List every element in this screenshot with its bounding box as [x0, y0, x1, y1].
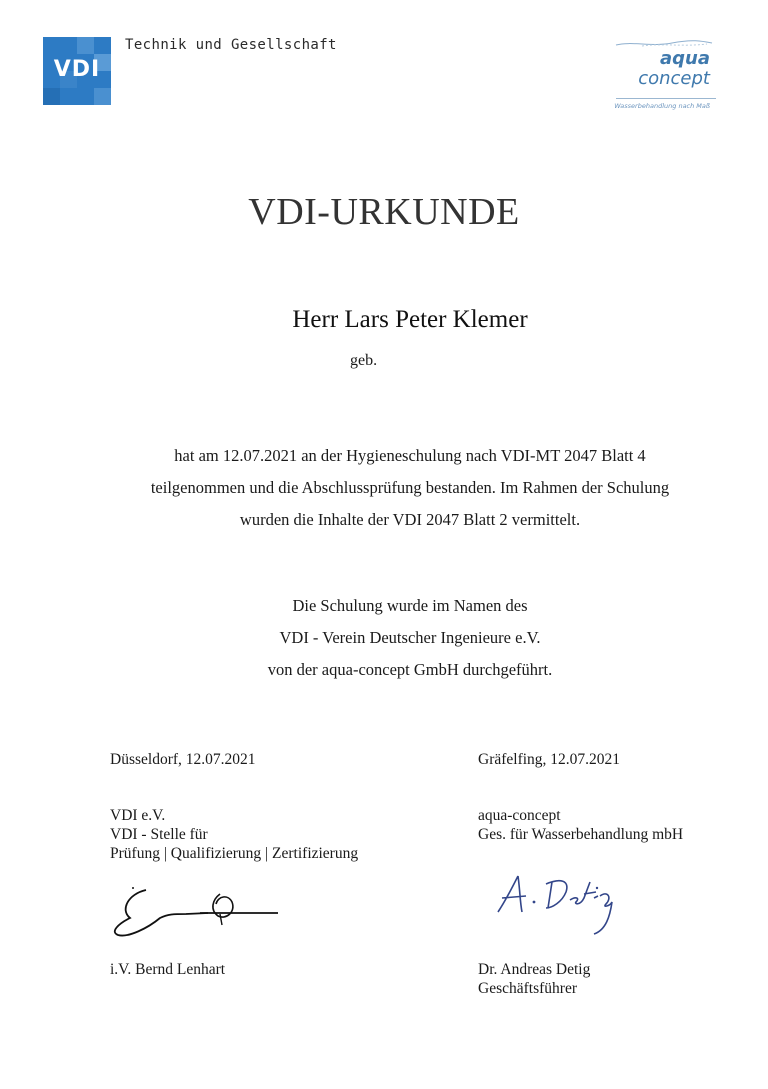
left-signature: [108, 880, 288, 940]
logo-divider: [616, 98, 716, 99]
right-org-line: aqua-concept: [478, 807, 561, 824]
vdi-logo: [43, 37, 111, 105]
left-place-date: Düsseldorf, 12.07.2021: [110, 751, 256, 768]
organizer-line: von der aqua-concept GmbH durchgeführt.: [267, 660, 553, 679]
body-line: hat am 12.07.2021 an der Hygieneschulung nach VDI-MT 2047 Blatt 4: [174, 446, 646, 465]
concept-logo-word: concept: [638, 68, 710, 89]
vdi-tagline: Technik und Gesellschaft: [125, 37, 337, 53]
left-signer-name: i.V. Bernd Lenhart: [110, 961, 226, 978]
organizer-line: Die Schulung wurde im Namen des: [292, 596, 528, 615]
right-org-line: Ges. für Wasserbehandlung mbH: [478, 826, 684, 843]
right-place-date: Gräfelfing, 12.07.2021: [478, 751, 621, 768]
recipient-name: Herr Lars Peter Klemer: [292, 306, 528, 333]
certificate-body: [0, 440, 768, 536]
aqua-logo-tagline: Wasserbehandlung nach Maß: [614, 102, 710, 110]
body-line: wurden die Inhalte der VDI 2047 Blatt 2 vermittelt.: [239, 510, 581, 529]
right-signature: [490, 868, 630, 943]
right-signer-role: Geschäftsführer: [478, 980, 577, 997]
right-signer-name: Dr. Andreas Detig: [478, 961, 591, 978]
body-line: teilgenommen und die Abschlussprüfung bestanden. Im Rahmen der Schulung: [150, 478, 670, 497]
born-label: geb.: [350, 352, 378, 369]
aqua-concept-logo: [612, 37, 722, 117]
left-organization: [110, 806, 358, 863]
certificate-title: VDI-URKUNDE: [248, 191, 520, 233]
organizer-statement: [0, 590, 768, 686]
left-org-line: Prüfung | Qualifizierung | Zertifizierung: [110, 845, 359, 862]
aqua-logo-word: aqua: [660, 48, 710, 69]
left-org-line: VDI e.V.: [110, 807, 166, 824]
organizer-line: VDI - Verein Deutscher Ingenieure e.V.: [279, 628, 541, 647]
left-org-line: VDI - Stelle für: [110, 826, 208, 843]
vdi-logo-text: VDI: [53, 57, 101, 82]
right-organization: [478, 806, 683, 844]
right-signer: [478, 960, 590, 998]
